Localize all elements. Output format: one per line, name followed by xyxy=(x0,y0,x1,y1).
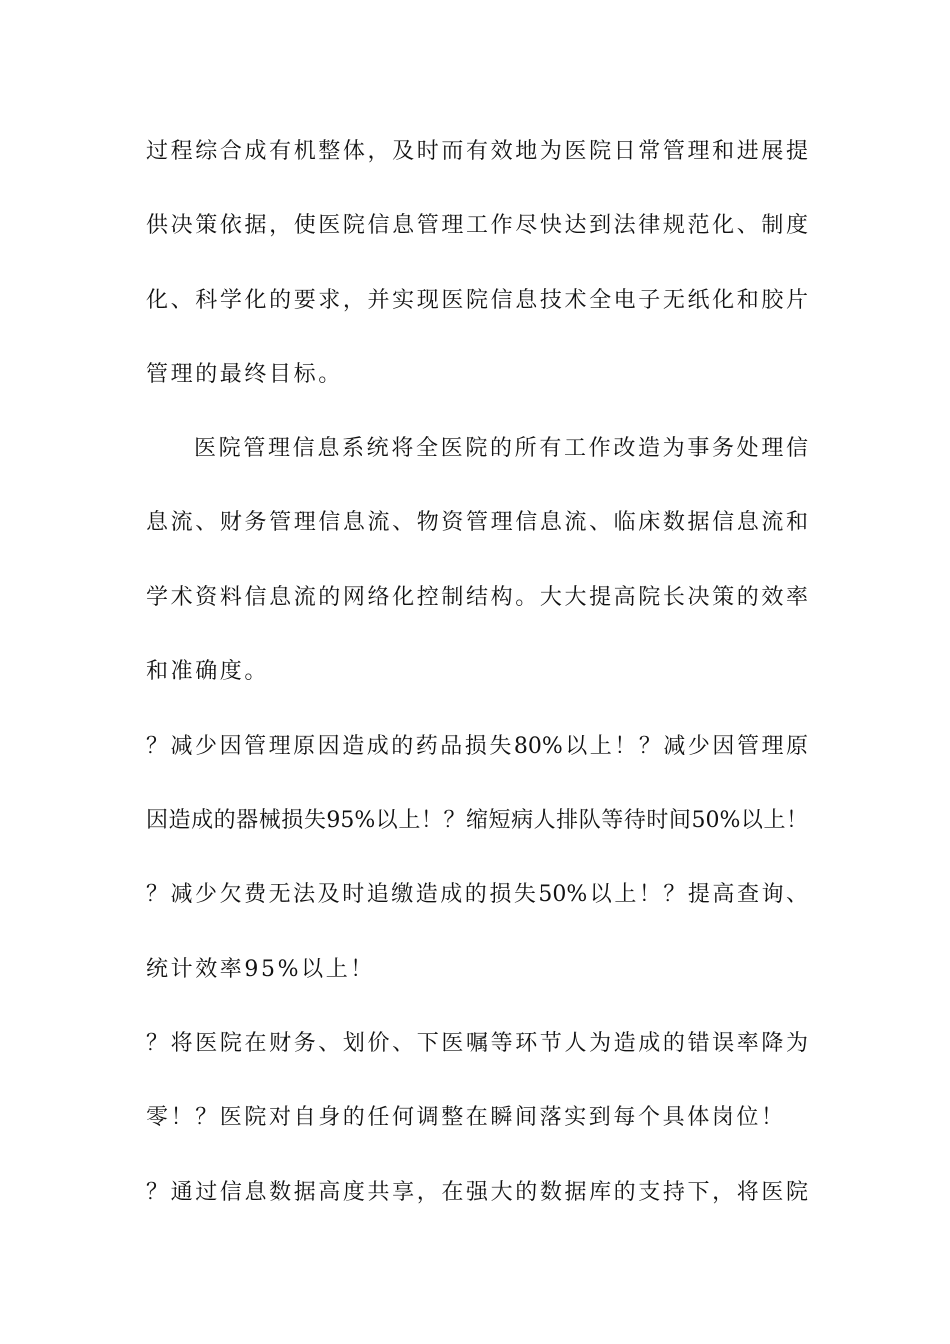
paragraph-2-line-4: 和准确度。 xyxy=(146,659,270,684)
bullets-1-line-1: ？减少因管理原因造成的药品损失80%以上！？减少因管理原 xyxy=(146,734,808,759)
bullets-2-line-2: 零！？医院对自身的任何调整在瞬间落实到每个具体岗位！ xyxy=(146,1105,786,1130)
paragraph-2-line-3: 学术资料信息流的网络化控制结构。大大提高院长决策的效率 xyxy=(146,585,808,610)
bullets-3-line-1: ？通过信息数据高度共享，在强大的数据库的支持下，将医院 xyxy=(146,1180,808,1205)
paragraph-1-line-2: 供决策依据，使医院信息管理工作尽快达到法律规范化、制度 xyxy=(146,213,808,238)
paragraph-1-line-1: 过程综合成有机整体，及时而有效地为医院日常管理和进展提 xyxy=(146,139,808,164)
paragraph-1-line-3: 化、科学化的要求，并实现医院信息技术全电子无纸化和胶片 xyxy=(146,288,808,313)
bullets-1-line-2: 因造成的器械损失95%以上！？缩短病人排队等待时间50%以上！ xyxy=(146,808,808,833)
paragraph-1-line-4: 管理的最终目标。 xyxy=(146,362,343,387)
bullets-2-line-1: ？将医院在财务、划价、下医嘱等环节人为造成的错误率降为 xyxy=(146,1031,808,1056)
paragraph-2-line-1: 医院管理信息系统将全医院的所有工作改造为事务处理信 xyxy=(194,436,808,461)
bullets-1-line-4: 统计效率95%以上！ xyxy=(146,957,375,982)
bullets-1-line-3: ？减少欠费无法及时追缴造成的损失50%以上！？提高查询、 xyxy=(146,882,808,907)
paragraph-2-line-2: 息流、财务管理信息流、物资管理信息流、临床数据信息流和 xyxy=(146,510,808,535)
